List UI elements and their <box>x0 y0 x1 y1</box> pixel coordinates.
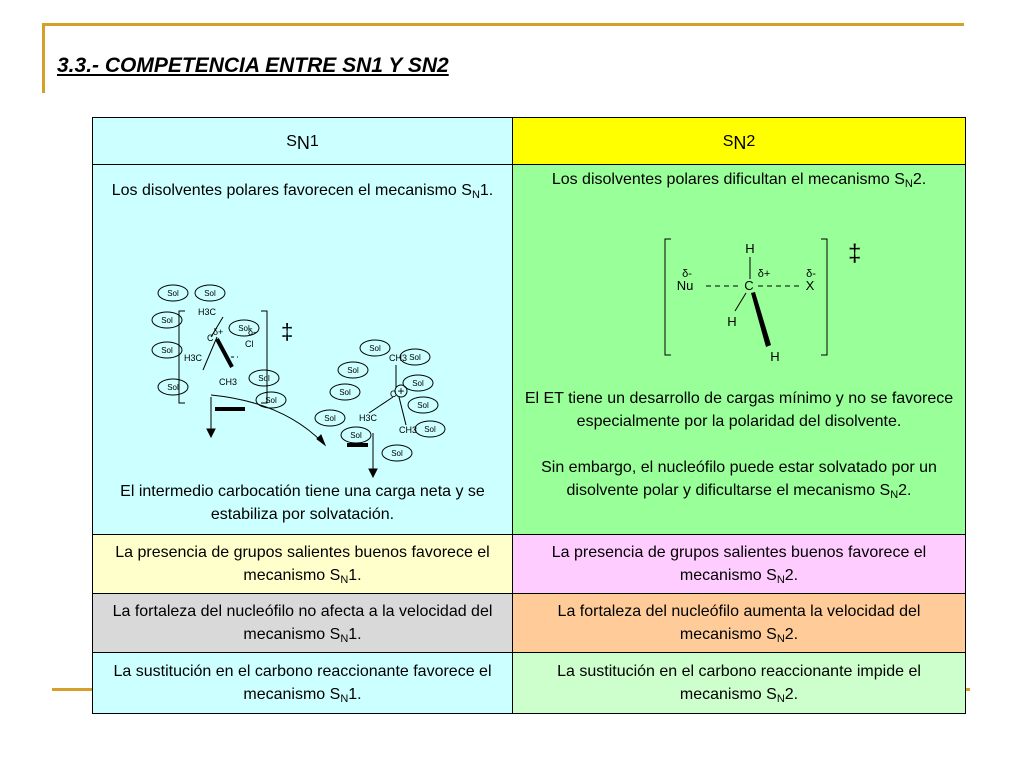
header-sn2-sub: N <box>733 132 747 153</box>
header-sn1-tail: 1 <box>309 132 319 150</box>
h3c-label: H3C <box>359 413 378 423</box>
sol-label: Sol <box>324 414 336 423</box>
h3c-label: H3C <box>198 307 217 317</box>
frame-left-line <box>42 23 45 93</box>
sn2-leaving-group-cell: La presencia de grupos salientes buenos favorece el mecanismo $S_N2$. <box>513 535 966 594</box>
sn1-solvation-diagram <box>93 237 513 458</box>
sol-label: Sol <box>369 344 381 353</box>
comparison-table <box>92 117 966 714</box>
sn2-solvent-cell <box>513 165 966 535</box>
sol-label: Sol <box>161 316 173 325</box>
h3c-label: H3C <box>184 353 203 363</box>
sn2-nucleophile-cell: La fortaleza del nucleófilo aumenta la velocidad del mecanismo $S_N2$. <box>513 594 966 653</box>
sol-label: Sol <box>417 401 429 410</box>
sol-label: Sol <box>347 366 359 375</box>
ch3-label: CH3 <box>389 353 408 363</box>
frame-top-line <box>42 23 964 26</box>
header-sn1-main: S <box>286 132 297 150</box>
ch3-label: CH3 <box>399 425 418 435</box>
sol-label: Sol <box>161 346 173 355</box>
sol-label: Sol <box>409 353 421 362</box>
sn1-solvent-text: Los disolventes polares favorecen el mecanismo $S_N1$. <box>111 182 494 201</box>
sn2-substitution-cell: La sustitución en el carbono reaccionante impide el mecanismo $S_N2$. <box>513 653 966 714</box>
sol-label: Sol <box>391 449 403 458</box>
sol-label: Sol <box>204 289 216 298</box>
sol-label: Sol <box>258 374 270 383</box>
delta-minus-label: δ- <box>682 268 692 280</box>
sn2-transition-state-diagram <box>513 237 966 372</box>
carbon-label: C <box>744 278 754 293</box>
hydrogen-label: H <box>770 349 780 364</box>
sn2-solvated-text: Sin embargo, el nucleófilo puede estar solvatado por un disolvente polar y dificultarse el mecanismo $S_N2$. <box>541 459 937 501</box>
transition-state-symbol: ‡ <box>281 319 294 344</box>
sn1-nucleophile-cell: La fortaleza del nucleófilo no afecta a la velocidad del mecanismo $S_N1$. <box>93 594 513 653</box>
carbon-label: C <box>207 333 214 343</box>
hydrogen-label: H <box>745 241 755 256</box>
sn1-leaving-group-cell: La presencia de grupos salientes buenos favorece el mecanismo $S_N1$. <box>93 535 513 594</box>
header-sn1 <box>93 118 513 165</box>
sn2-solvent-text: Los disolventes polares dificultan el mecanismo $S_N2$. <box>551 171 927 190</box>
ch3-label: CH3 <box>219 377 238 387</box>
sol-label: Sol <box>424 425 436 434</box>
sn1-intermediate-text: El intermedio carbocatión tiene una carga neta y se estabiliza por solvatación. <box>120 483 485 523</box>
sol-label: Sol <box>238 324 250 333</box>
sol-label: Sol <box>265 396 277 405</box>
delta-plus-label: δ+ <box>213 327 224 337</box>
sn1-substitution-cell: La sustitución en el carbono reaccionante favorece el mecanismo $S_N1$. <box>93 653 513 714</box>
carbon-label: C <box>390 389 397 399</box>
sol-label: Sol <box>412 379 424 388</box>
sol-label: Sol <box>350 431 362 440</box>
sol-label: Sol <box>167 289 179 298</box>
transition-state-symbol: ‡ <box>848 240 862 267</box>
sol-label: Sol <box>339 388 351 397</box>
delta-minus-label: δ- <box>806 268 816 280</box>
header-sn2-main: S <box>722 132 734 150</box>
sol-label: Sol <box>167 383 179 392</box>
leaving-group-label: X <box>805 278 815 293</box>
delta-plus-label: δ+ <box>757 268 771 280</box>
chlorine-label: Cl <box>245 339 254 349</box>
sn2-et-text: El ET tiene un desarrollo de cargas mínimo y no se favorece especialmente por la polaridad del disolvente. <box>524 390 954 430</box>
sn1-solvent-cell <box>93 165 513 535</box>
header-sn1-sub: N <box>296 132 310 153</box>
header-sn2 <box>513 118 966 165</box>
positive-charge-label: + <box>397 384 405 398</box>
nucleophile-label: Nu <box>676 278 694 293</box>
delta-minus-label: δ- <box>248 327 257 337</box>
page-title: 3.3.- COMPETENCIA ENTRE SN1 Y SN2 <box>57 54 449 77</box>
header-sn2-tail: 2 <box>746 132 756 150</box>
hydrogen-label: H <box>727 314 737 329</box>
